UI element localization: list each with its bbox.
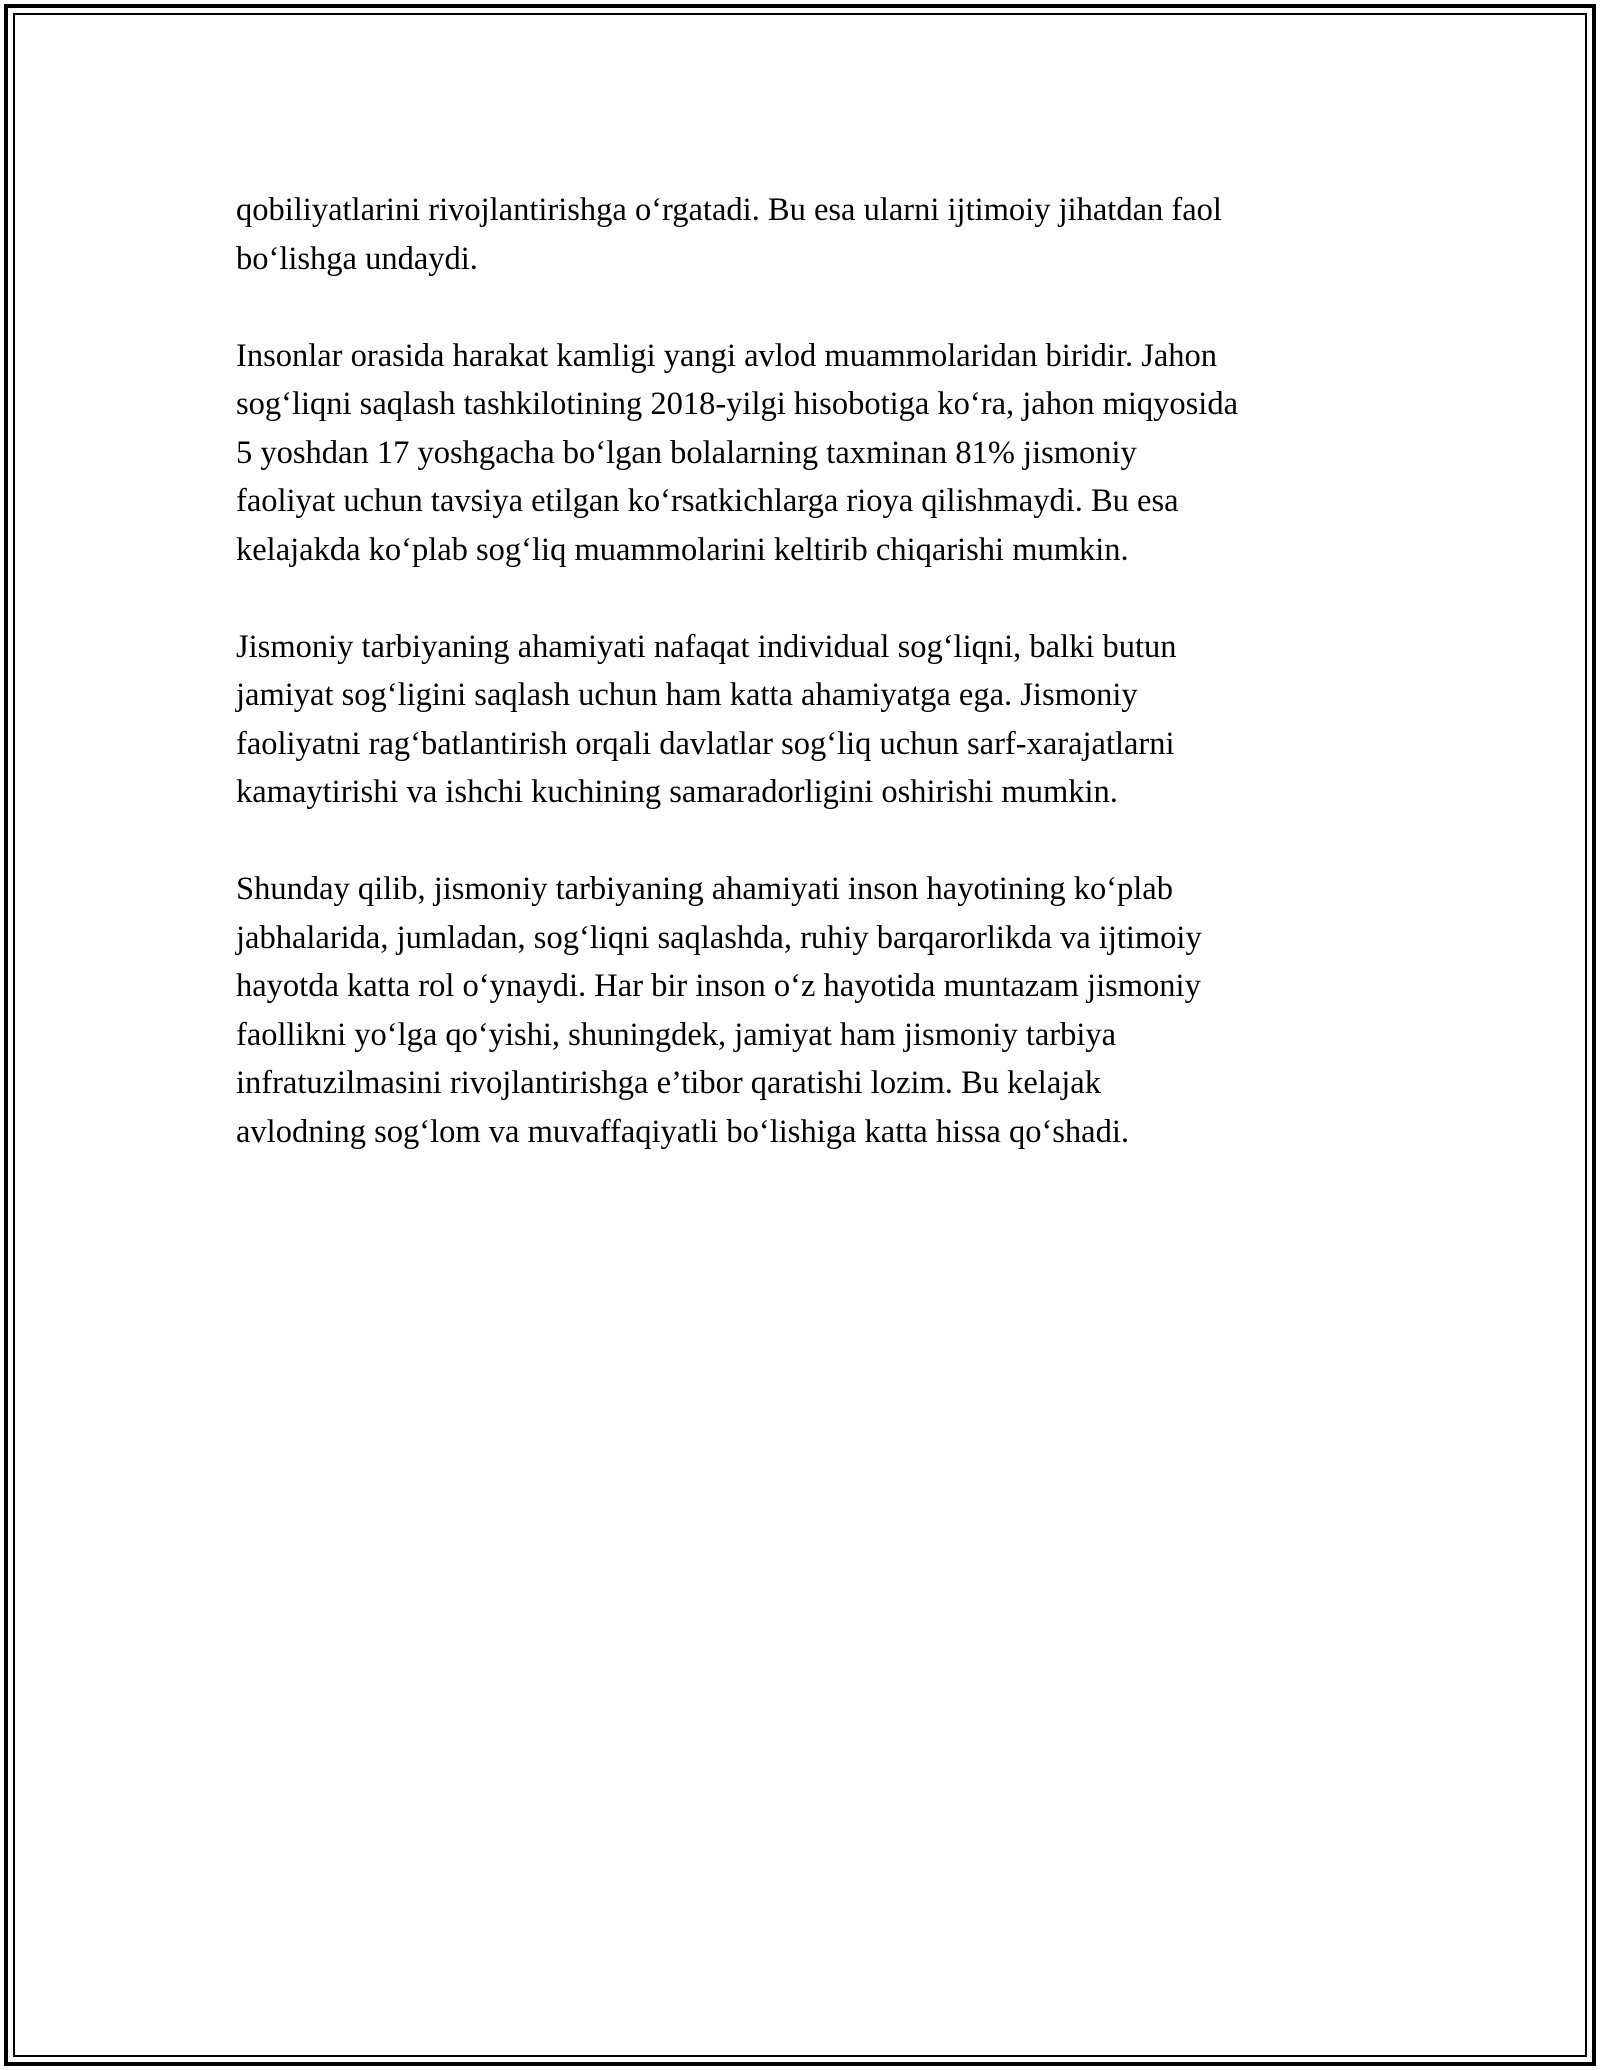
text-line: infratuzilmasini rivojlantirishga e’tibor qaratishi lozim. Bu kelajak — [236, 1065, 1101, 1101]
paragraph-2 — [236, 332, 1386, 575]
text-line: kamaytirishi va ishchi kuchining samaradorligini oshirishi mumkin. — [236, 774, 1118, 810]
text-line: avlodning sog‘lom va muvaffaqiyatli bo‘lishiga katta hissa qo‘shadi. — [236, 1113, 1129, 1150]
text-line: faoliyat uchun tavsiya etilgan ko‘rsatkichlarga rioya qilishmaydi. Bu esa — [236, 483, 1179, 519]
text-line: Insonlar orasida harakat kamligi yangi avlod muammolaridan biridir. Jahon — [236, 337, 1218, 374]
text-line: Shunday qilib, jismoniy tarbiyaning ahamiyati inson hayotining ko‘plab — [236, 871, 1173, 907]
text-line: bo‘lishga undaydi. — [236, 240, 478, 277]
text-line: jamiyat sog‘ligini saqlash uchun ham katta ahamiyatga ega. Jismoniy — [236, 677, 1138, 713]
text-line: faoliyatni rag‘batlantirish orqali davlatlar sog‘liq uchun sarf-xarajatlarni — [236, 725, 1175, 762]
text-line: Jismoniy tarbiyaning ahamiyati nafaqat individual sog‘liqni, balki butun — [236, 628, 1177, 665]
text-line: hayotda katta rol o‘ynaydi. Har bir inson o‘z hayotida muntazam jismoniy — [236, 968, 1201, 1004]
paragraph-4 — [236, 865, 1386, 1156]
text-line: faollikni yo‘lga qo‘yishi, shuningdek, jamiyat ham jismoniy tarbiya — [236, 1016, 1117, 1053]
text-line: jabhalarida, jumladan, sog‘liqni saqlashda, ruhiy barqarorlikda va ijtimoiy — [236, 919, 1202, 956]
paragraph-1 — [236, 186, 1386, 283]
paragraph-3 — [236, 623, 1386, 817]
text-line: qobiliyatlarini rivojlantirishga o‘rgatadi. Bu esa ularni ijtimoiy jihatdan faol — [236, 192, 1222, 228]
document-body — [236, 186, 1386, 1205]
text-line: 5 yoshdan 17 yoshgacha bo‘lgan bolalarning taxminan 81% jismoniy — [236, 434, 1137, 471]
text-line: sog‘liqni saqlash tashkilotining 2018-yilgi hisobotiga ko‘ra, jahon miqyosida — [236, 386, 1238, 422]
text-line: kelajakda ko‘plab sog‘liq muammolarini keltirib chiqarishi mumkin. — [236, 531, 1129, 568]
